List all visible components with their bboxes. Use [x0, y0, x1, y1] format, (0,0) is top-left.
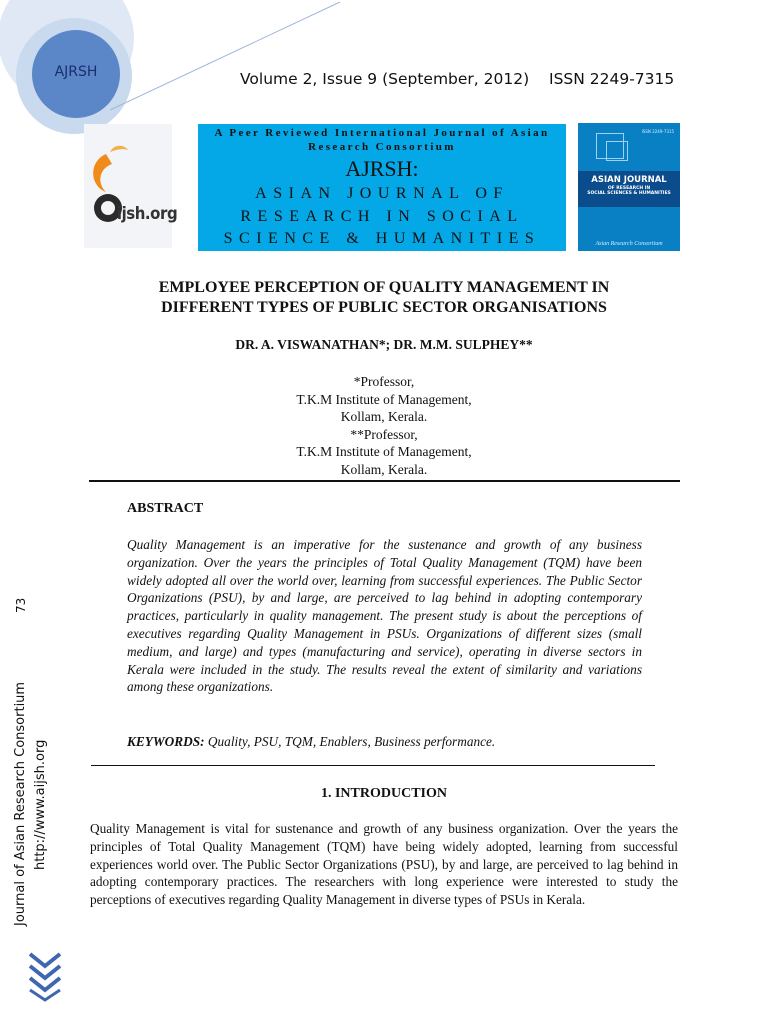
abstract-divider [91, 765, 655, 766]
affiliation-line: T.K.M Institute of Management, [296, 444, 472, 460]
aijsh-logo [84, 124, 178, 248]
cover-subtitle: OF RESEARCH IN [607, 186, 651, 191]
banner-acronym: AJRSH: [345, 156, 419, 181]
keywords [127, 734, 495, 750]
abstract-text: Quality Management is an imperative for the sustenance and growth of any business organization. Over the years the principles of Total Quality Management (TQM) have been widely adopted all over the world over, learning from successful experiences. The Public Sector Organizations (PSU), by and large, are perceived to lag behind in adopting contemporary practices, particularly in quality management. The present study is about the perceptions of executives regarding Quality Management in PSUs. Organizations of different sizes (small medium, and large) and types (manufacturing and service), operating in diverse sectors in Kerala were included in the study. The results reveal the extent of similarity and variations among these organizations. [127, 537, 642, 695]
paper-title [84, 278, 684, 318]
keywords-text: Quality, PSU, TQM, Enablers, Business performance. [204, 734, 496, 749]
cover-title-band [578, 171, 680, 207]
affiliation-line: Kollam, Kerala. [340, 409, 428, 425]
cover-box-decoration-2 [606, 141, 628, 161]
banner-name-line2: RESEARCH IN SOCIAL [240, 207, 524, 225]
chevron-down-icon [26, 950, 64, 1002]
introduction-text: Quality Management is vital for sustenance and growth of any business organization. Over the years the principles of Total Quality Management (TQM) have being widely adopted, learning from successful experiences world over. The Public Sector Organizations (PSU), by and large, are perceived to lag behind in adopting contemporary practices. The researchers with long experience were interested to study the perceptions of executives regarding Quality Management in diverse types of PSUs in Kerala. [90, 821, 678, 908]
author-affiliations [184, 373, 584, 479]
side-journal-name: Journal of Asian Research Consortium [13, 681, 28, 926]
cover-subtitle-2: SOCIAL SCIENCES & HUMANITIES [587, 191, 671, 196]
paper-title-line2: DIFFERENT TYPES OF PUBLIC SECTOR ORGANISATIONS [161, 299, 607, 316]
journal-cover-image [578, 123, 680, 251]
side-journal-url: http://www.aijsh.org [33, 739, 48, 870]
cover-footer: Asian Research Consortium [595, 241, 663, 247]
affiliation-line: T.K.M Institute of Management, [296, 391, 472, 407]
corner-journal-label: AJRSH [54, 64, 98, 80]
banner-name-line1: ASIAN JOURNAL OF [255, 185, 509, 202]
keywords-label: KEYWORDS: [127, 734, 205, 749]
cover-title: ASIAN JOURNAL [591, 175, 667, 185]
affiliation-line: Kollam, Kerala. [340, 461, 428, 477]
section-heading: 1. INTRODUCTION [320, 786, 447, 801]
banner-name-line3: SCIENCE & HUMANITIES [223, 230, 541, 247]
header-divider [89, 480, 680, 482]
abstract-heading: ABSTRACT [127, 501, 204, 516]
affiliation-line: *Professor, [353, 374, 415, 389]
issue-info: Volume 2, Issue 9 (September, 2012) [240, 70, 530, 88]
page-number: 73 [14, 597, 28, 613]
issn-info: ISSN 2249-7315 [549, 70, 675, 88]
journal-banner [198, 124, 566, 251]
paper-title-line1: EMPLOYEE PERCEPTION OF QUALITY MANAGEMENT IN [158, 279, 610, 296]
banner-peer-reviewed: A Peer Reviewed International Journal of Asian Research Consortium [214, 127, 550, 153]
logo-text-rest: ijsh.org [116, 204, 178, 224]
logo-text [94, 190, 178, 224]
paper-authors: DR. A. VISWANATHAN*; DR. M.M. SULPHEY** [235, 337, 533, 352]
affiliation-line: **Professor, [350, 426, 418, 442]
logo-swirl-icon [84, 124, 172, 248]
cover-issn: ISSN 2249-7315 [641, 129, 674, 134]
